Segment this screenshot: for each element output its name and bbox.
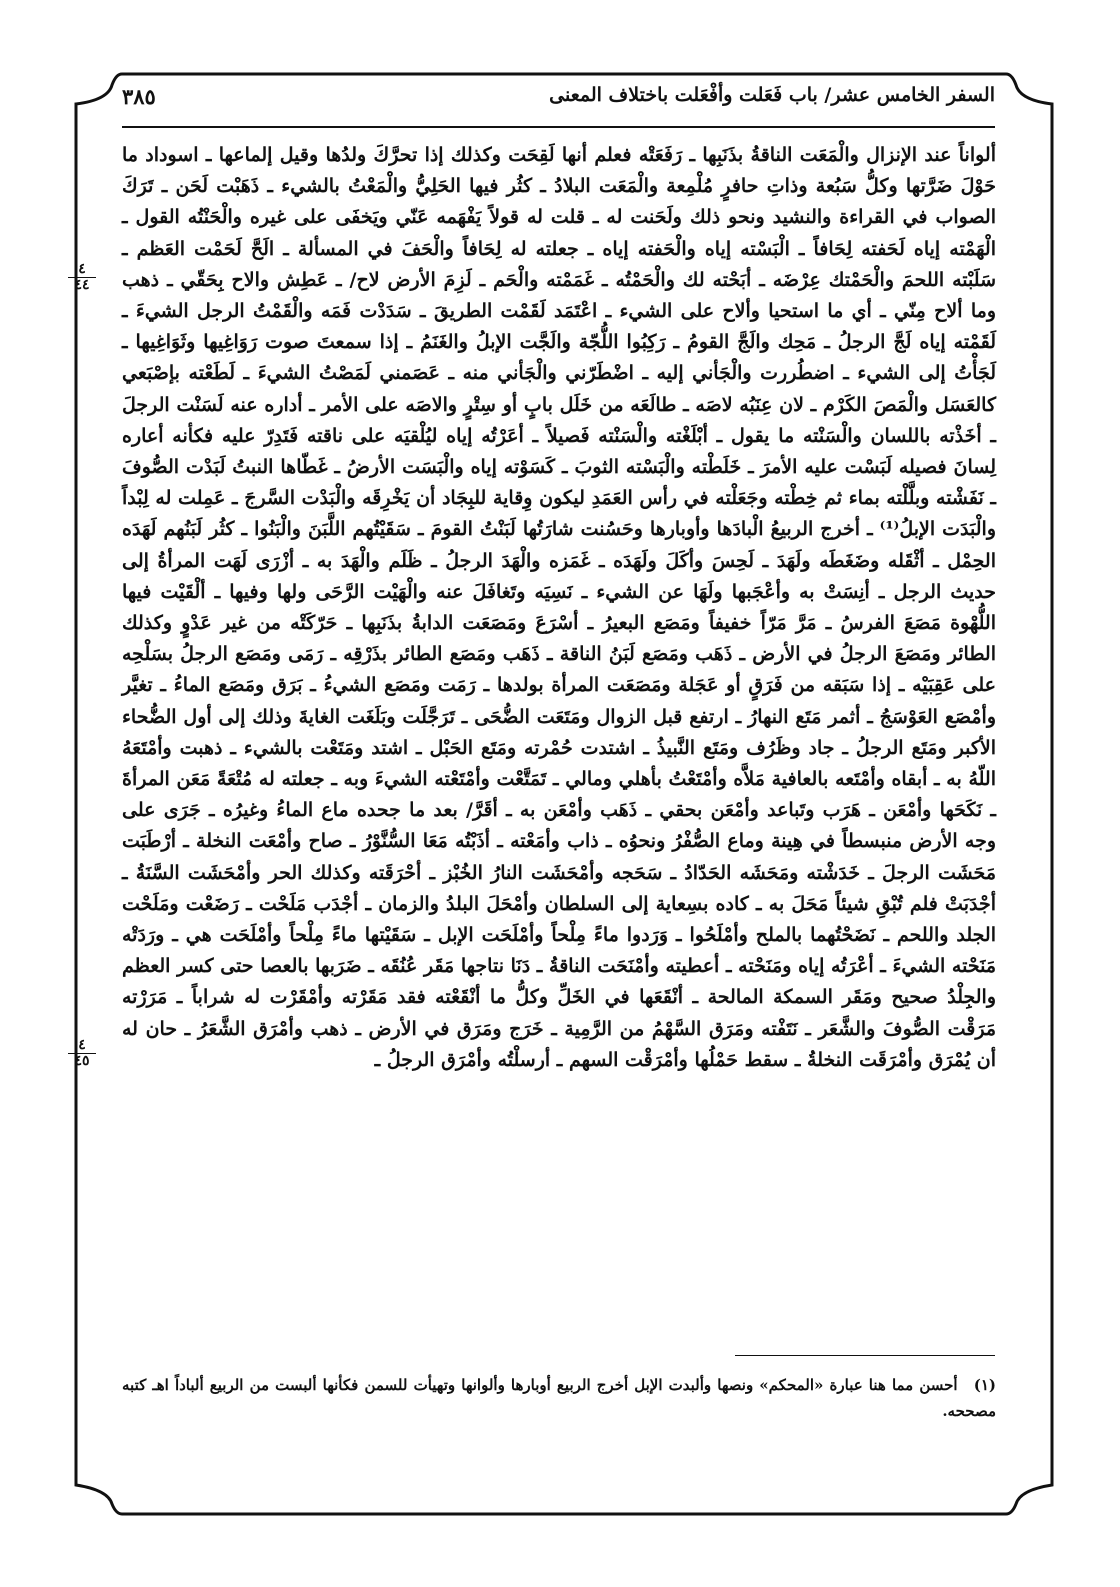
- footnote-text: أحسن مما هنا عبارة «المحكم» ونصها وألبدت الإبل أخرج الربيع أوبارها وألوانها وتهيأت للسمن فكأنها ألبست من الربيع ألباداً اهـ كتبه مصححه.: [122, 1376, 996, 1420]
- page-header: [122, 84, 995, 114]
- footnote-mark: (١): [973, 1376, 996, 1394]
- page-number: ٣٨٥: [122, 84, 156, 109]
- marker-denominator: ٤٥: [74, 1053, 90, 1069]
- header-divider: [122, 126, 995, 128]
- marker-denominator: ٤٤: [74, 277, 90, 293]
- footnote-divider: [735, 1355, 995, 1356]
- body-text: ألواناً عند الإنزال والْمَعَت الناقةُ بذَنَبِها ـ رَفَعَتْه فعلم أنها لَقِحَت وكذلك إذا تحرَّكَ ولدُها وقيل إلماعها ـ اسوداد ما حَوْلَ ضَرَّتها وكلُّ سَبُعة وذاتِ حافرٍ مُلْمِعة والْمَعَت البلادُ ـ كثُر فيها الحَلِيُّ والْمَعْتُ بالشيء ـ ذَهَبْت لَحَن ـ تَرَكَ الصواب في القراءة والنشيد ونحو ذلك ولَحَنت له ـ قلت له قولاً يَفْهَمه عَنّي ويَخفَى على غيره والْحَنْتُه القول ـ الْهَمْته إياه لَحَفته لِحَافاً ـ الْبَسْته إياه والْحَفته إياه ـ جعلته له لِحَافاً والْحَفَ في المسألة ـ الَحَّ لَحَمْت العَظم ـ سَلَبْته اللحمَ والْحَمْتك عِرْضَه ـ أبَحْته لك والْحَمْتُه ـ غَمَمْته والْحَم ـ لَزِمَ الأرض لاح/ ـ عَطِش والاح بِحَقّي ـ ذهب وما ألاح مِنّي ـ أي ما استحيا وألاح على الشيء ـ اعْتَمَد لَقَمْت الطريقَ ـ سَدَدْت فَمَه والْقَمْتُ الرجل الشيءَ ـ لَقَمْته إياه لَجَّ الرجلُ ـ مَحِك والَجَّ القومُ ـ رَكِبُوا اللُّجّة والَجَّت الإبلُ والغَنَمُ ـ إذا سمعتَ صوت رَوَاغِيها وثَوَاغِيها ـ لَجَأْتُ إلى الشيء ـ اضطُررت والْجَأني إليه ـ اضْطَرّني والْجَأني منه ـ عَصَمني لَمَصْتُ الشيءَ ـ لَطَعْته بإصْبَعي كالعَسَل والْمَصَ الكَرْم ـ لان عِنَبُه لاصَه ـ طالَعَه من خَلَل بابٍ أو سِتْرٍ والاصَه على الأمر ـ أداره عنه لَسَنْت الرجلَ ـ أخَذْته باللسان والْسَنْته ما يقول ـ أبْلَغْته والْسَنْته فَصيلاً ـ أعَرْتُه إياه ليُلْقيَه على ناقته فَتَدِرّ عليه فكأنه أعاره لِسانَ فصيله لَبَسْت عليه الأمرَ ـ خَلَطْته والْبَسْته الثوبَ ـ كَسَوْته إياه والْبَسَت الأرضُ ـ غَطّاها النبتُ لَبَدْت الصُّوفَ ـ نَفَشْته وبلَّلْته بماء ثم خِطْته وجَعَلْته في رأس العَمَدِ ليكون وِقاية للبِجَاد أن يَخْرِقَه والْبَدْت السَّرجَ ـ عَمِلت له لِبْداً والْبَدَت الإبلُ⁽¹⁾ ـ أخرج الربيعُ الْبادَها وأوبارها وحَسُنت شارَتُها لَبَنْتُ القومَ ـ سَقَيْتُهم اللَّبَنَ والْبَنُوا ـ كثُر لَبَنُهم لَهَدَه الحِمْل ـ أثْقَله وضَغَطَه ولَهَدَ ـ لَحِسَ وأكَلَ ولَهَدَه ـ غَمَزه والْهَدَ الرجلُ ـ ظَلَم والْهَدَ به ـ أزْرَى لَهَت المرأةُ إلى حديث الرجل ـ أنِسَتْ به وأعْجَبها ولَهَا عن الشيء ـ نَسِيَه وتَغافَلَ عنه والْهَيْت الرَّحَى ولها وفيها ـ ألْقَيْت فيها اللُّهْوة مَصَعَ الفرسُ ـ مَرَّ مَرّاً خفيفاً ومَصَع البعيرُ ـ أسْرَعَ ومَصَعَت الدابةُ بذَنَبِها ـ حَرّكَتْه من غير عَدْوٍ وكذلك الطائر ومَصَعَ الرجلُ في الأرض ـ ذَهَب ومَصَع لَبَنُ الناقة ـ ذَهَب ومَصَع الطائر بذَرْقِه ـ رَمَى ومَصَع الرجلُ بسَلْحِه على عَقِبَيْه ـ إذا سَبَقه من فَرَقٍ أو عَجَلة ومَصَعَت المرأة بولدها ـ رَمَت ومَصَع الشيءُ ـ بَرَق ومَصَع الماءُ ـ تغيَّر وأمْصَع العَوْسَجُ ـ أثمر مَتَع النهارُ ـ ارتفع قبل الزوال ومَتَعَت الضُّحَى ـ تَرَجَّلَت وبَلَغَت الغايةَ وذلك إلى أول الضُّحاء الأكبر ومَتَع الرجلُ ـ جاد وظَرُف ومَتَع النَّبيذُ ـ اشتدت حُمْرته ومَتَع الحَبْل ـ اشتد ومَتَعْت بالشيء ـ ذهبت وأمْتَعَهُ اللّهُ به ـ أبقاه وأمْتَعه بالعافية مَلاَّه وأمْتَعْتُ بأهلي ومالي ـ تَمَتَّعْت وأمْتَعْته الشيءَ وبه ـ جعلته له مُتْعَةً مَعَن المرأةَ ـ نَكَحَها وأمْعَن ـ هَرَب وتَباعد وأمْعَن بحقي ـ ذَهَب وأمْعَن به ـ أقَرَّ/ بعد ما جحده ماع الماءُ وغيرُه ـ جَرَى على وجه الأرض منبسطاً في هِينة وماع الصُّفْرُ ونحوُه ـ ذاب وأمَعْته ـ أذَبْتُه مَعَا السُّنَّوْرُ ـ صاح وأمْعَت النخلة ـ أرْطَبَت مَحَشَت الرجلَ ـ خَدَشْته ومَحَشَه الحَدّادُ ـ سَحَجه وأمْحَشَت النارُ الخُبْز ـ أحْرَقَته وكذلك الحر وأمْحَشَت السَّنَةُ ـ أجْدَبَتْ فلم تُبْقِ شيئاً مَحَلَ به ـ كاده بسِعاية إلى السلطان وأمْحَلَ البلدُ والزمان ـ أجْدَب مَلَحْت ـ رَضَعْت ومَلَحْت الجلد واللحم ـ نَضَحْتُهما بالملح وأمْلَحُوا ـ وَرَدوا ماءً مِلْحاً وأمْلَحَت الإبل ـ سَقَيْتها ماءً مِلْحاً وأمْلَحَت هي ـ ورَدَتْه مَنَحْته الشيءَ ـ أعْرَتُه إياه ومَنَحْته ـ أعطيته وأمْنَحَت الناقةُ ـ دَنَا نتاجها مَقَر عُنُقَه ـ ضَرَبها بالعصا حتى كسر العظم والجِلْدُ صحيح ومَقَر السمكة المالحة ـ أنْقَعَها في الخَلِّ وكلُّ ما أنْقَعْته فقد مَقَرْته وأمْقَرْت له شراباً ـ مَرَرْته مَرَقْت الصُّوفَ والشَّعَر ـ نَتَفْته ومَرَق السَّهْمُ من الرَّمِية ـ خَرَج ومَرَق في الأرض ـ ذهب وأمْرَق الشَّعَرُ ـ حان له أن يُمْرَق وأمْرَقَت النخلةُ ـ سقط حَمْلُها وأمْرَقْت السهم ـ أرسلْتُه وأمْرَق الرجلُ ـ: [122, 144, 996, 1071]
- margin-marker: [68, 262, 96, 293]
- footnote: [122, 1372, 996, 1424]
- marker-numerator: ٤: [68, 1038, 96, 1054]
- running-title: السفر الخامس عشر/ باب فَعَلت وأفْعَلت باختلاف المعنى: [549, 84, 995, 106]
- marker-numerator: ٤: [68, 262, 96, 278]
- margin-marker: [68, 1038, 96, 1069]
